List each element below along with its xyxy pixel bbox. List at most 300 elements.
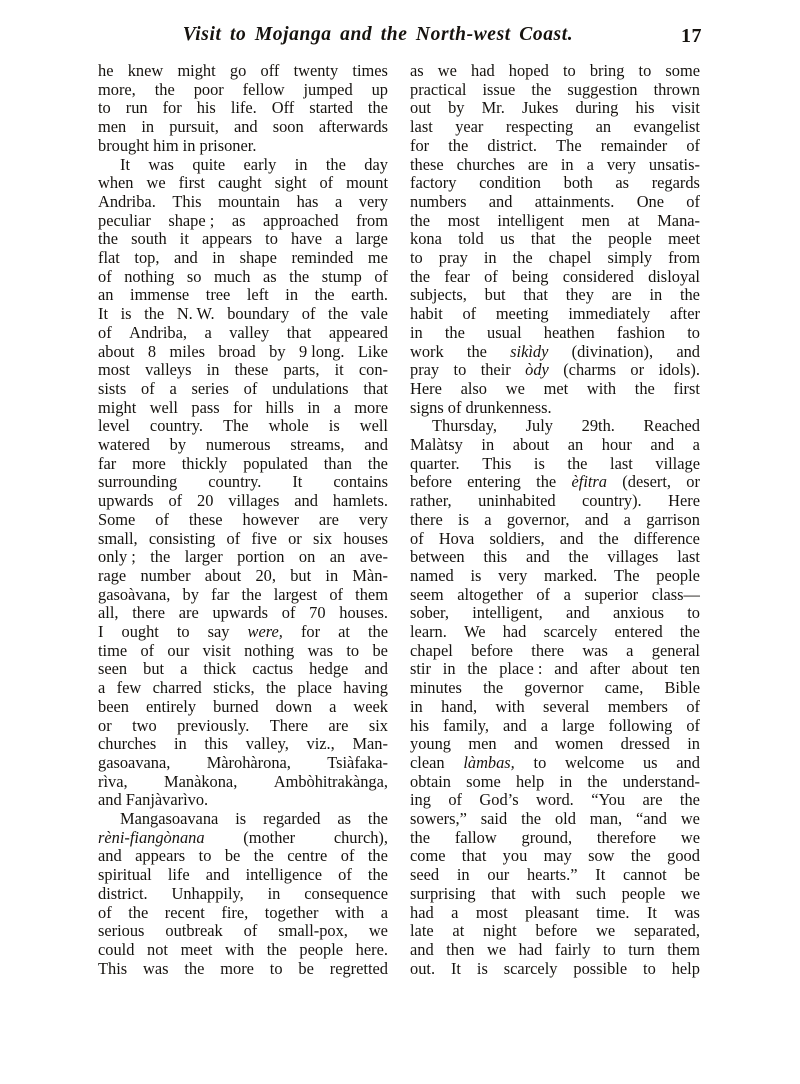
word: we <box>505 378 525 398</box>
word: in <box>560 154 574 174</box>
word: word. <box>536 790 574 810</box>
word: five <box>251 528 277 548</box>
word: there <box>410 509 443 529</box>
text-line <box>98 586 388 605</box>
word: rage <box>98 565 127 585</box>
word: the <box>483 678 504 698</box>
word: the <box>410 210 431 230</box>
word: chapel <box>410 640 453 660</box>
word: the <box>410 827 431 847</box>
text-line <box>98 773 388 792</box>
word: started <box>309 98 353 118</box>
word: a <box>563 584 571 604</box>
word: fellow <box>242 79 285 99</box>
word: dressed <box>620 734 670 754</box>
word: the <box>241 584 262 604</box>
word: and <box>410 939 434 959</box>
word: Andriba, <box>129 322 187 342</box>
text-line <box>98 604 388 623</box>
word: fallow <box>454 827 497 847</box>
word: last <box>610 453 633 473</box>
word: fire, <box>221 902 249 922</box>
word: we <box>680 827 700 847</box>
word: intelligent <box>497 210 564 230</box>
word: habit <box>410 304 443 324</box>
word: scarcely <box>543 622 598 641</box>
word: of <box>536 584 550 604</box>
word: as <box>262 266 277 286</box>
word: Here <box>668 491 700 511</box>
word: it <box>334 360 344 380</box>
word: issue <box>482 79 516 99</box>
word: of <box>141 378 155 398</box>
word: the <box>325 154 346 174</box>
word: his <box>196 98 216 118</box>
text-line <box>98 212 388 231</box>
word: fairly <box>554 939 591 959</box>
word: serious <box>98 921 145 941</box>
text-line <box>98 249 388 268</box>
word: the <box>265 678 286 698</box>
word: is <box>120 304 132 324</box>
word: sticks, <box>213 678 255 698</box>
word: and <box>98 846 122 866</box>
word: the <box>150 547 171 567</box>
word: between <box>410 547 465 567</box>
word: hamlets. <box>332 491 388 511</box>
word: few <box>116 678 142 698</box>
word: both <box>563 173 593 193</box>
word: to <box>562 61 576 80</box>
word: streams, <box>290 435 345 454</box>
text-line <box>98 118 388 137</box>
word: learn. <box>410 622 447 641</box>
word: This <box>172 191 202 211</box>
word: well <box>359 416 388 436</box>
word: nothing <box>244 640 295 660</box>
word: (divination), <box>571 341 654 361</box>
word: men <box>98 117 127 137</box>
word: stump <box>321 266 362 286</box>
word: thrown <box>653 79 700 99</box>
word: peculiar <box>98 210 151 230</box>
word: the <box>679 622 700 641</box>
word: pray <box>438 248 468 267</box>
word: turn <box>628 939 655 959</box>
word: is <box>476 958 488 978</box>
word: larger <box>184 547 223 567</box>
word: numbers <box>410 191 467 211</box>
word: visit <box>202 640 231 660</box>
word: a <box>335 229 343 249</box>
word: them <box>667 939 700 959</box>
word: been <box>98 696 129 716</box>
word: you <box>502 846 528 866</box>
word: people <box>299 939 344 959</box>
word: time <box>98 640 128 660</box>
word: Some <box>98 509 136 529</box>
text-line <box>410 380 700 399</box>
word: kona <box>410 229 442 249</box>
word: of <box>168 491 183 511</box>
word: rìva, <box>98 771 128 791</box>
word: that <box>461 846 487 866</box>
word: scarcely <box>503 958 558 978</box>
word: a <box>623 509 631 529</box>
word: to <box>269 958 283 978</box>
word: we <box>146 173 166 193</box>
word: We <box>464 622 486 641</box>
word: could <box>98 939 135 959</box>
word: by <box>269 341 286 361</box>
word: immense <box>130 285 190 305</box>
word: this <box>204 734 229 754</box>
word: a <box>334 191 343 211</box>
word: the <box>531 79 552 99</box>
word: outbreak <box>165 921 223 941</box>
text-line <box>410 698 700 717</box>
word: a <box>204 322 212 342</box>
word: far <box>211 584 230 604</box>
word: and <box>513 734 538 754</box>
word: the <box>154 79 175 99</box>
word: pass <box>191 397 220 417</box>
text-line <box>410 904 700 923</box>
word: the <box>289 266 310 286</box>
word: most <box>98 360 130 380</box>
text-line <box>410 230 700 249</box>
word: I <box>98 622 104 641</box>
word: down <box>275 696 313 716</box>
word: met <box>543 378 569 398</box>
word: of <box>338 865 352 885</box>
word: having <box>343 678 388 698</box>
text-line <box>410 679 700 698</box>
word: the <box>587 771 608 791</box>
text-line <box>410 754 700 773</box>
word: the <box>144 304 165 324</box>
word: gasoavana, <box>98 752 171 772</box>
word: of <box>329 584 343 604</box>
word: It <box>120 154 131 174</box>
word: and <box>174 248 198 267</box>
word: in <box>481 435 495 454</box>
word: two <box>132 715 157 735</box>
word: The <box>614 565 640 585</box>
text-line <box>98 567 388 586</box>
word: are <box>642 790 663 810</box>
word: meeting <box>495 304 549 324</box>
word: regarded <box>263 809 321 828</box>
word: churches <box>98 734 157 754</box>
word: làmbas, <box>463 752 515 772</box>
word: then <box>446 939 475 959</box>
text-line <box>98 193 388 212</box>
word: to <box>265 229 278 249</box>
word: Off <box>271 98 295 118</box>
word: parts, <box>283 360 320 380</box>
word: me <box>367 248 388 267</box>
word: intelligence <box>245 865 323 885</box>
word: governor <box>524 678 584 698</box>
text-line <box>410 530 700 549</box>
word: late <box>410 921 434 941</box>
word: or <box>288 528 302 548</box>
word: place : <box>499 659 543 679</box>
word: of <box>226 528 241 548</box>
word: The <box>223 416 249 436</box>
text-line <box>410 492 700 511</box>
word: they <box>565 285 594 305</box>
word: are <box>611 285 632 305</box>
word: by <box>182 584 199 604</box>
word: left <box>246 285 269 305</box>
word: uninhabited <box>478 491 556 511</box>
text-line <box>98 473 388 492</box>
word: altogether <box>457 584 523 604</box>
word: ing <box>410 790 431 810</box>
word: said <box>480 809 508 828</box>
word: villages <box>228 491 280 511</box>
word: “and <box>636 809 667 828</box>
word: spiritual <box>98 865 152 885</box>
word: for <box>410 135 430 155</box>
word: of <box>98 266 112 286</box>
text-line <box>410 922 700 941</box>
word: is <box>328 416 340 436</box>
word: ought <box>121 622 159 641</box>
word: valley, <box>245 734 289 754</box>
word: idols). <box>658 360 700 380</box>
word: but <box>143 659 165 679</box>
word: obtain <box>410 771 451 791</box>
word: considered <box>562 266 634 286</box>
word: flat <box>98 248 120 267</box>
word: simply <box>607 248 653 267</box>
word: the <box>367 809 388 828</box>
word: usual <box>487 322 522 342</box>
word: valleys <box>145 360 192 380</box>
word: about <box>512 435 550 454</box>
word: but <box>484 285 506 305</box>
word: early <box>243 154 277 174</box>
word: shape <box>239 248 277 267</box>
word: entirely <box>145 696 197 716</box>
text-line <box>410 660 700 679</box>
word: contains <box>333 472 388 492</box>
word: the <box>314 285 335 305</box>
word: This <box>98 958 128 978</box>
word: time. <box>596 902 630 922</box>
word: Man- <box>352 734 388 754</box>
word: garrison <box>646 509 700 529</box>
word: òdy <box>525 360 549 380</box>
word: The <box>556 135 582 155</box>
word: our <box>487 865 510 885</box>
word: charred <box>152 678 202 698</box>
text-line <box>410 417 700 436</box>
word: Thursday, <box>432 416 497 436</box>
word: a <box>169 378 177 398</box>
word: the <box>598 528 619 548</box>
text-line <box>410 866 700 885</box>
word: (charms <box>563 360 617 380</box>
word: jumped <box>303 79 353 99</box>
word: was <box>143 958 169 978</box>
word: after <box>669 304 700 324</box>
word: life <box>167 865 190 885</box>
word: Hova <box>438 528 475 548</box>
text-line <box>98 698 388 717</box>
word: of <box>319 173 334 193</box>
word: before <box>410 472 452 492</box>
word: the <box>444 322 465 342</box>
word: most <box>447 210 480 230</box>
text-line: and Fanjàvarìvo. <box>98 790 209 810</box>
word: some <box>466 771 501 791</box>
text-line <box>98 455 388 474</box>
word: with <box>586 378 617 398</box>
word: to <box>638 61 652 80</box>
word: day <box>364 154 388 174</box>
word: Here <box>410 378 442 398</box>
word: the <box>571 229 592 249</box>
word: that <box>286 322 312 342</box>
word: before <box>471 640 513 660</box>
word: fashion <box>616 322 666 342</box>
word: during <box>575 98 619 118</box>
word: seem <box>410 584 444 604</box>
word: at <box>452 921 465 941</box>
word: us <box>642 752 658 772</box>
word: difference <box>633 528 700 548</box>
word: chapel <box>548 248 592 267</box>
word: about <box>631 659 669 679</box>
word: largest <box>273 584 318 604</box>
word: understand- <box>622 771 700 791</box>
word: about <box>204 565 242 585</box>
word: burned <box>213 696 259 716</box>
word: nothing <box>124 266 175 286</box>
word: number <box>140 565 191 585</box>
word: night <box>483 921 517 941</box>
word: has <box>296 191 319 211</box>
text-line <box>98 548 388 567</box>
text-line <box>410 623 700 642</box>
word: Like <box>357 341 388 361</box>
word: pleasant <box>525 902 579 922</box>
word: hoped <box>508 61 549 80</box>
word: several <box>543 696 590 716</box>
word: also <box>460 378 487 398</box>
text-line <box>98 62 388 81</box>
word: 20 <box>197 491 214 511</box>
word: villages <box>607 547 659 567</box>
word: recent <box>164 902 205 922</box>
word: 8 <box>147 341 157 361</box>
word: and <box>676 752 700 772</box>
word: and <box>584 509 609 529</box>
word: marked. <box>544 565 598 585</box>
word: in <box>559 771 573 791</box>
text-line <box>410 960 700 979</box>
word: last <box>677 547 700 567</box>
text-line <box>410 455 700 474</box>
text-line <box>410 212 700 231</box>
word: first <box>178 173 205 193</box>
word: off <box>260 61 280 80</box>
word: and <box>559 528 584 548</box>
word: it <box>179 229 189 249</box>
word: all, <box>98 603 119 623</box>
word: hand, <box>441 696 478 716</box>
text-line <box>98 941 388 960</box>
word: sists <box>98 378 127 398</box>
word: whole <box>268 416 309 436</box>
word: the <box>367 453 388 473</box>
word: a <box>692 435 700 454</box>
text-line <box>410 473 700 492</box>
word: first <box>673 378 700 398</box>
word: of <box>410 528 424 548</box>
word: help <box>515 771 545 791</box>
word: people <box>608 229 652 249</box>
word: sikìdy <box>510 341 549 361</box>
text-line <box>410 305 700 324</box>
word: in <box>410 696 423 716</box>
word: there <box>531 640 565 660</box>
word: small-pox, <box>278 921 348 941</box>
word: these <box>188 509 223 529</box>
word: class— <box>651 584 700 604</box>
word: clean <box>410 752 445 772</box>
text-line <box>98 436 388 455</box>
word: caught <box>217 173 262 193</box>
word: a <box>329 696 337 716</box>
word: of <box>448 790 463 810</box>
word: It <box>292 472 303 492</box>
word: reminded <box>291 248 354 267</box>
word: or <box>630 360 645 380</box>
text-line <box>98 735 388 754</box>
word: in <box>456 865 470 885</box>
word: more, <box>98 79 136 99</box>
text-line <box>410 62 700 81</box>
word: very <box>358 509 388 529</box>
word: It <box>646 902 657 922</box>
word: them <box>355 584 388 604</box>
word: men <box>581 210 610 230</box>
word: we <box>487 939 507 959</box>
text-line <box>98 829 388 848</box>
word: with <box>225 939 255 959</box>
word: the <box>367 865 388 885</box>
word: suggestion <box>567 79 638 99</box>
word: and <box>554 659 578 679</box>
word: It <box>450 958 461 978</box>
word: hills <box>265 397 294 417</box>
word: are <box>178 603 199 623</box>
word: of <box>243 378 258 398</box>
word: to <box>346 640 360 660</box>
word: the <box>184 958 205 978</box>
word: men <box>468 734 497 754</box>
word: for <box>300 622 321 641</box>
word: soon <box>272 117 304 137</box>
word: most <box>475 902 508 922</box>
word: place <box>297 678 332 698</box>
word: Bible <box>664 678 700 698</box>
